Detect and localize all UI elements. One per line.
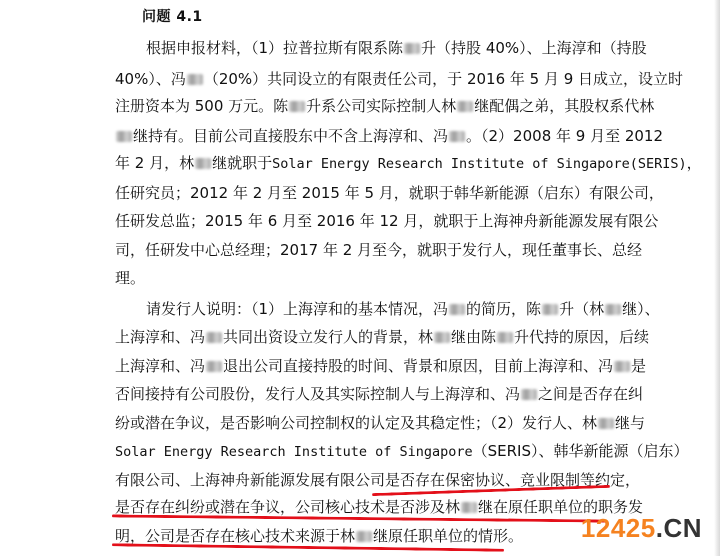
redacted-name <box>449 304 465 315</box>
redacted-name <box>497 332 513 343</box>
redacted-name <box>206 332 222 343</box>
paragraph-2-line-2: 上海淳和、冯 共同出资设立发行人的背景，林 继由陈 升代持的原因，后续 <box>115 328 650 346</box>
page-edge-shadow <box>714 0 720 556</box>
paragraph-1-line-9: 理。 <box>115 269 146 287</box>
redacted-name <box>449 131 465 142</box>
redacted-name <box>404 43 420 54</box>
redacted-name <box>289 101 305 112</box>
paragraph-1-line-2: 40%）、冯 （20%）共同设立的有限责任公司，于 2016 年 5 月 9 日成立，设立时 <box>115 70 684 88</box>
redacted-name <box>542 304 558 315</box>
redacted-name <box>206 361 222 372</box>
paragraph-1-line-8: 司，任研发中心总经理；2017 年 2 月至今，就职于发行人，现任董事长、总经 <box>115 241 643 259</box>
redacted-name <box>434 332 450 343</box>
redacted-name <box>614 361 630 372</box>
redacted-name <box>195 158 211 169</box>
redacted-name <box>461 502 477 513</box>
site-watermark: 12425.CN <box>580 513 702 543</box>
paragraph-2-line-6: Solar Energy Research Institute of Singapore（SERIS）、韩华新能源（启东） <box>115 442 689 460</box>
paragraph-1-line-5: 年 2 月，林 继就职于Solar Energy Research Institute of Singapore(SERIS)， <box>115 154 702 172</box>
paragraph-1-line-6: 任研究员；2012 年 2 月至 2015 年 5 月，就职于韩华新能源（启东）有限公司， <box>115 184 664 202</box>
paragraph-2-line-9: 明，公司是否存在核心技术来源于林 继原任职单位的情形。 <box>115 527 524 545</box>
paragraph-1-line-3: 注册资本为 500 万元。陈 升系公司实际控制人林 继配偶之弟，其股权系代林 <box>115 97 655 115</box>
redacted-name <box>356 531 372 542</box>
paragraph-2-line-1: 请发行人说明：（1）上海淳和的基本情况，冯 的简历，陈 升（林 继）、 <box>146 300 660 318</box>
redacted-name <box>116 131 132 142</box>
paragraph-2-line-3: 上海淳和、冯 退出公司直接持股的时间、背景和原因，目前上海淳和、冯 是 <box>115 357 647 375</box>
section-title: 问题 4.1 <box>142 9 203 25</box>
redacted-name <box>605 304 621 315</box>
paragraph-2-line-5: 纷或潜在争议，是否影响公司控制权的认定及其稳定性；（2）发行人、林 继与 <box>115 414 646 432</box>
redacted-name <box>187 74 203 85</box>
paragraph-2-line-8: 是否存在纠纷或潜在争议，公司核心技术是否涉及林 继在原任职单位的职务发 <box>115 498 644 516</box>
redacted-name <box>457 101 473 112</box>
paragraph-2-line-4: 否间接持有公司股份，发行人及其实际控制人与上海淳和、冯 之间是否存在纠 <box>115 385 644 403</box>
paragraph-1-line-7: 任研发总监；2015 年 6 月至 2016 年 12 月，就职于上海神舟新能源发展有限公 <box>115 212 659 230</box>
paragraph-1-line-4: 继持有。目前公司直接股东中不含上海淳和、冯 。（2）2008 年 9 月至 2012 <box>115 126 663 146</box>
paragraph-2-line-7: 有限公司、上海神舟新能源发展有限公司是否存在保密协议、竞业限制等约定， <box>115 471 641 489</box>
redacted-name <box>598 418 614 429</box>
redacted-name <box>521 389 537 400</box>
paragraph-1-line-1: 根据申报材料，（1）拉普拉斯有限系陈 升（持股 40%）、上海淳和（持股 <box>146 39 647 57</box>
